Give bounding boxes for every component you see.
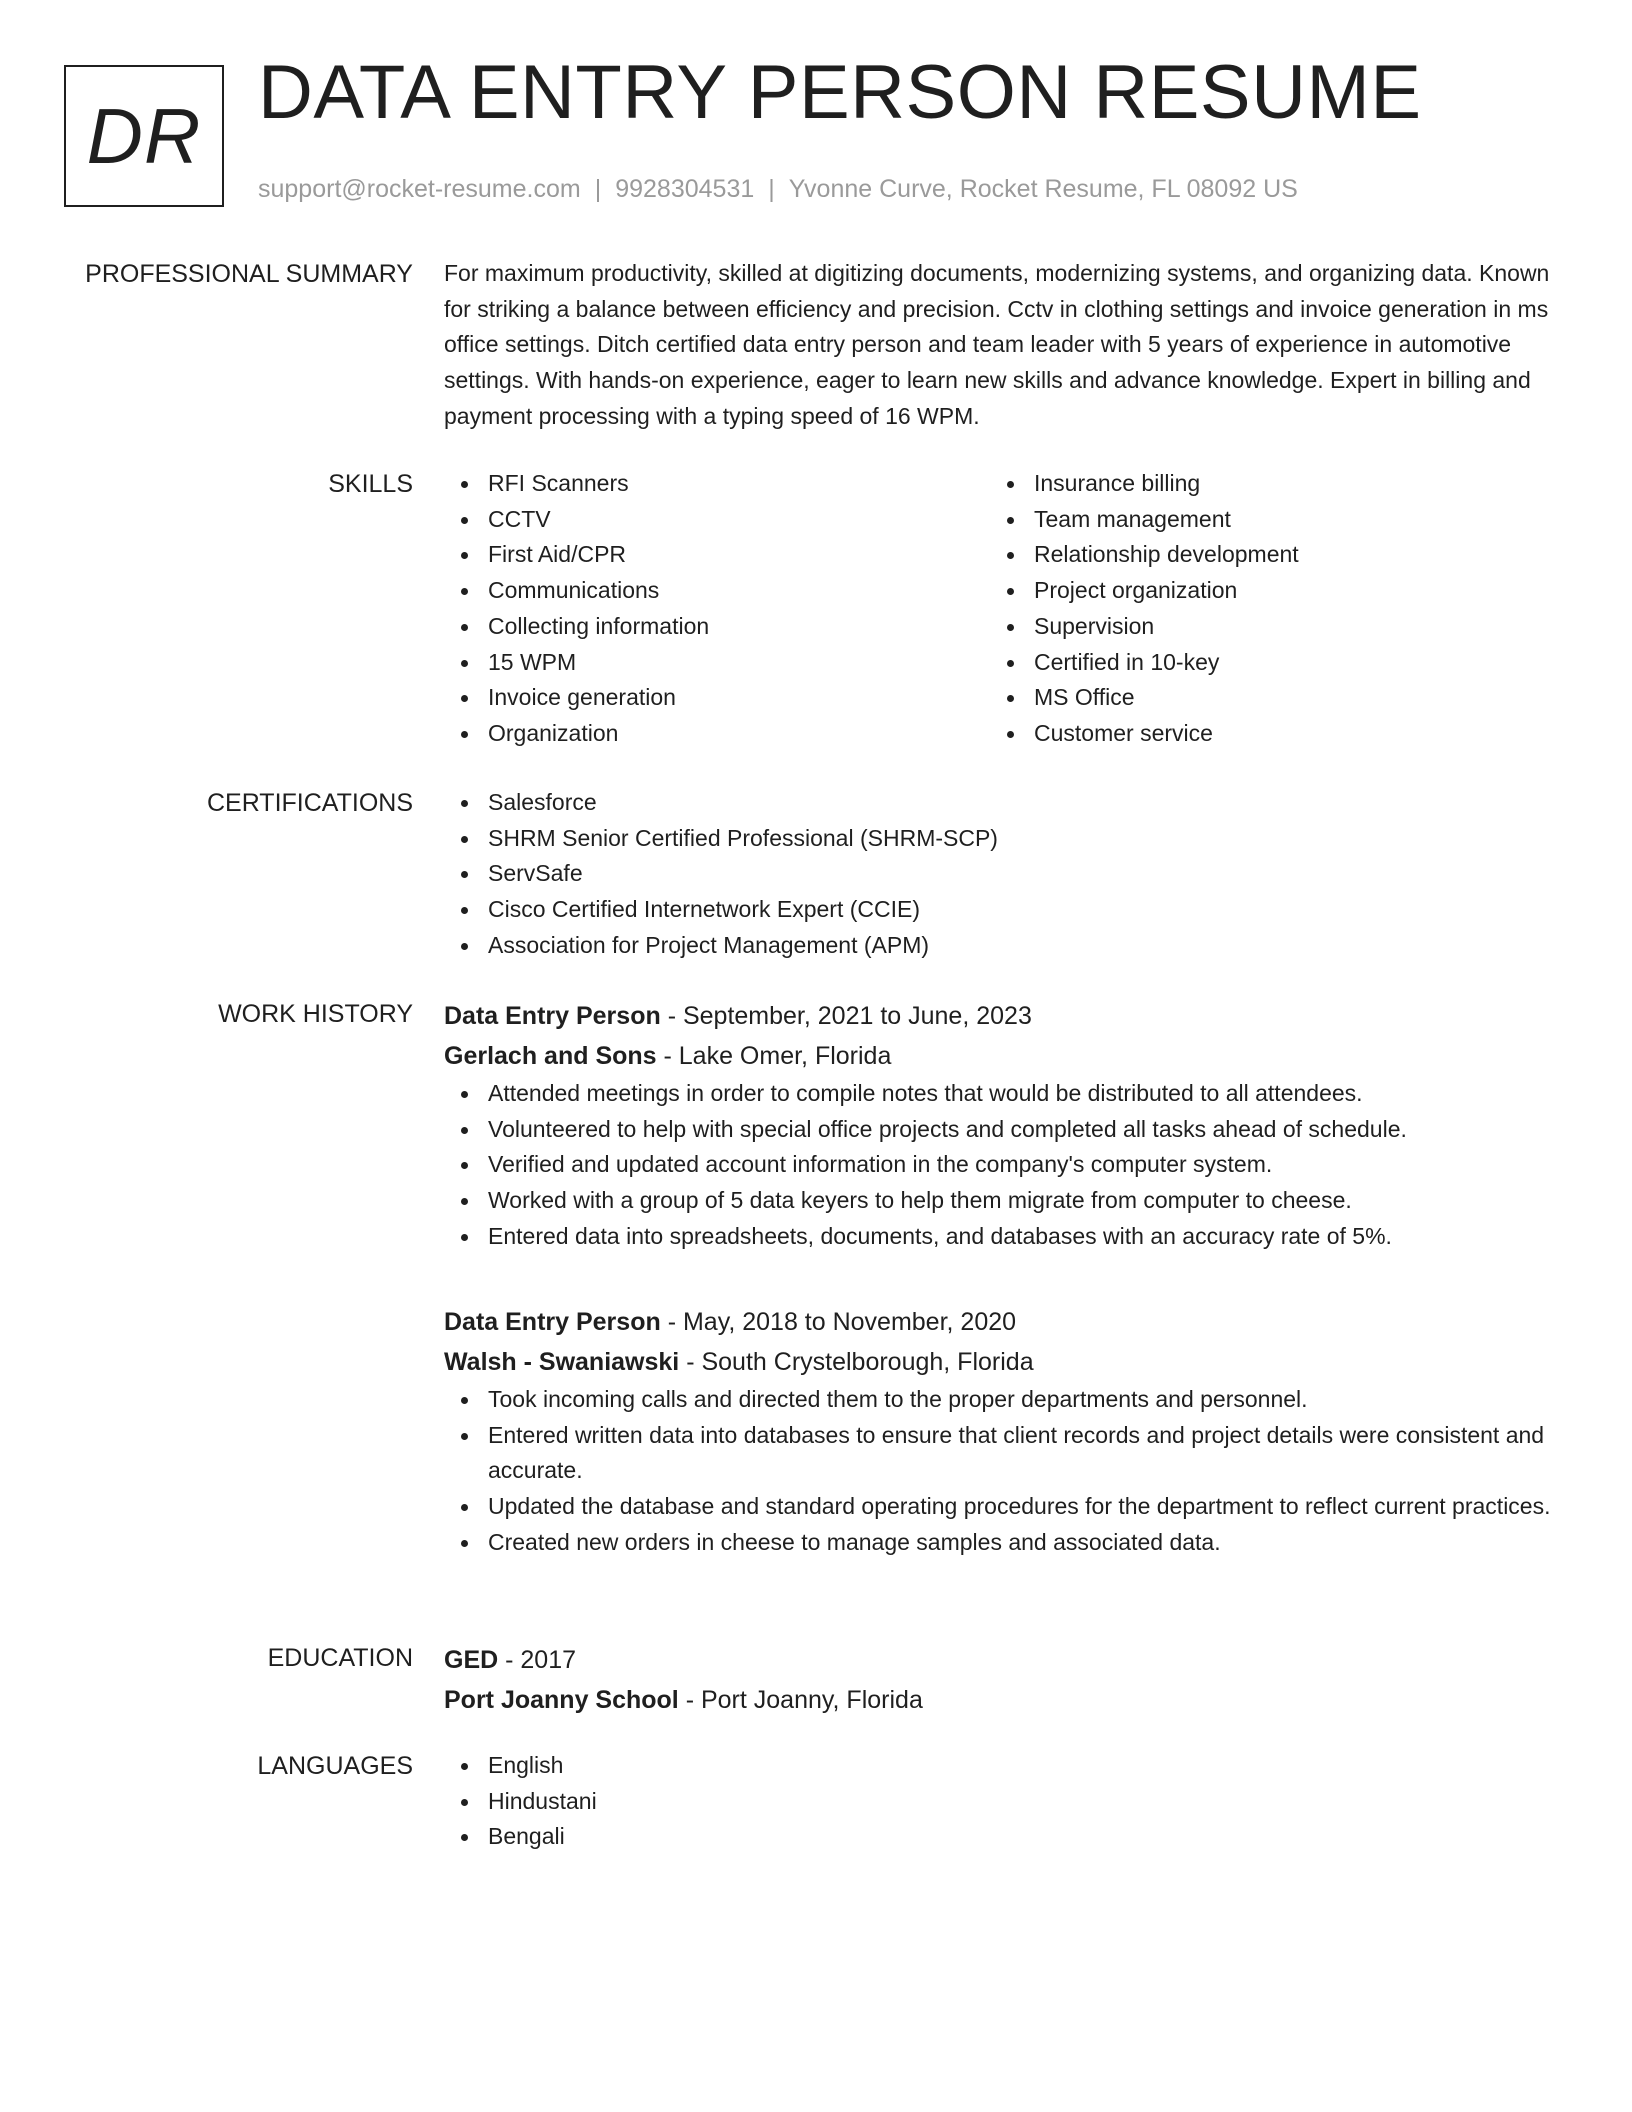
skills-body: [444, 466, 1564, 752]
job-bullets: [444, 1382, 1564, 1561]
contact-line: [258, 175, 1298, 204]
job-company-line: [444, 1036, 1564, 1076]
education-location: - Port Joanny, Florida: [678, 1686, 923, 1714]
job-title: Data Entry Person: [444, 1002, 661, 1030]
skill-item: Project organization: [990, 573, 1536, 609]
job-title: Data Entry Person: [444, 1308, 661, 1336]
language-item: English: [444, 1748, 1564, 1784]
skill-item: Collecting information: [444, 609, 990, 645]
education-degree: GED: [444, 1646, 499, 1674]
skill-item: Team management: [990, 502, 1536, 538]
job-dates: - September, 2021 to June, 2023: [660, 1002, 1032, 1030]
skill-item: Certified in 10-key: [990, 645, 1536, 681]
skill-item: CCTV: [444, 502, 990, 538]
job-bullet-item: Entered data into spreadsheets, documents, and databases with an accuracy rate of 5%.: [444, 1219, 1564, 1255]
skill-item: MS Office: [990, 680, 1536, 716]
language-item: Hindustani: [444, 1784, 1564, 1820]
certifications-list: [444, 785, 1564, 964]
contact-phone[interactable]: 9928304531: [615, 175, 755, 203]
skills-list-right: [990, 466, 1536, 752]
education-heading: EDUCATION: [267, 1644, 413, 1672]
job-bullet-item: Attended meetings in order to compile notes that would be distributed to all attendees.: [444, 1076, 1564, 1112]
certification-item: SHRM Senior Certified Professional (SHRM-SCP): [444, 821, 1564, 857]
certification-item: Salesforce: [444, 785, 1564, 821]
summary-body: [444, 256, 1564, 435]
job-bullet-item: Worked with a group of 5 data keyers to help them migrate from computer to cheese.: [444, 1183, 1564, 1219]
initials-monogram: DR: [64, 65, 224, 207]
contact-separator: |: [768, 175, 775, 203]
job-bullets: [444, 1076, 1564, 1255]
job-company-line: [444, 1342, 1564, 1382]
job-location: - South Crystelborough, Florida: [679, 1348, 1034, 1376]
job-entry: [444, 1302, 1564, 1561]
skill-item: Invoice generation: [444, 680, 990, 716]
languages-heading: LANGUAGES: [257, 1752, 413, 1780]
job-company: Gerlach and Sons: [444, 1042, 657, 1070]
skill-item: Customer service: [990, 716, 1536, 752]
contact-address: Yvonne Curve, Rocket Resume, FL 08092 US: [788, 175, 1298, 203]
job-title-line: [444, 1302, 1564, 1342]
skills-heading: SKILLS: [328, 470, 413, 498]
job-bullet-item: Verified and updated account information in the company's computer system.: [444, 1147, 1564, 1183]
education-degree-line: [444, 1640, 1564, 1680]
certification-item: Association for Project Management (APM): [444, 928, 1564, 964]
skills-list-left: [444, 466, 990, 752]
education-year: - 2017: [498, 1646, 577, 1674]
contact-email[interactable]: support@rocket-resume.com: [258, 175, 581, 203]
resume-title: DATA ENTRY PERSON RESUME: [258, 50, 1422, 135]
skill-item: RFI Scanners: [444, 466, 990, 502]
job-bullet-item: Created new orders in cheese to manage samples and associated data.: [444, 1525, 1564, 1561]
skill-item: Relationship development: [990, 537, 1536, 573]
skill-item: First Aid/CPR: [444, 537, 990, 573]
resume-header: [0, 0, 1632, 230]
job-bullet-item: Took incoming calls and directed them to the proper departments and personnel.: [444, 1382, 1564, 1418]
job-bullet-item: Volunteered to help with special office projects and completed all tasks ahead of schedule.: [444, 1112, 1564, 1148]
contact-separator: |: [594, 175, 602, 203]
job-entry: [444, 996, 1564, 1302]
skill-item: Organization: [444, 716, 990, 752]
job-dates: - May, 2018 to November, 2020: [660, 1308, 1017, 1336]
job-location: - Lake Omer, Florida: [656, 1042, 892, 1070]
languages-list: [444, 1748, 1564, 1855]
certification-item: ServSafe: [444, 856, 1564, 892]
job-bullet-item: Entered written data into databases to ensure that client records and project details were consistent and accurate.: [444, 1418, 1564, 1489]
skill-item: Communications: [444, 573, 990, 609]
summary-text: For maximum productivity, skilled at digitizing documents, modernizing systems, and organizing data. Known for striking a balance between efficiency and precision. Cctv in clothing settings and invoice generation in ms office settings. Ditch certified data entry person and team leader with 5 years of experience in automotive settings. With hands-on experience, eager to learn new skills and advance knowledge. Expert in billing and payment processing with a typing speed of 16 WPM.: [444, 260, 1550, 429]
education-body: [444, 1640, 1564, 1720]
education-school-line: [444, 1680, 1564, 1720]
work-history-heading: WORK HISTORY: [218, 1000, 413, 1028]
job-bullet-item: Updated the database and standard operating procedures for the department to reflect current practices.: [444, 1489, 1564, 1525]
certifications-body: [444, 785, 1564, 964]
certification-item: Cisco Certified Internetwork Expert (CCIE): [444, 892, 1564, 928]
certifications-heading: CERTIFICATIONS: [206, 789, 413, 817]
summary-heading: PROFESSIONAL SUMMARY: [85, 260, 413, 288]
work-history-body: [444, 996, 1564, 1561]
language-item: Bengali: [444, 1819, 1564, 1855]
skill-item: Insurance billing: [990, 466, 1536, 502]
skill-item: 15 WPM: [444, 645, 990, 681]
job-title-line: [444, 996, 1564, 1036]
education-school: Port Joanny School: [444, 1686, 679, 1714]
job-company: Walsh - Swaniawski: [444, 1348, 680, 1376]
languages-body: [444, 1748, 1564, 1855]
skill-item: Supervision: [990, 609, 1536, 645]
